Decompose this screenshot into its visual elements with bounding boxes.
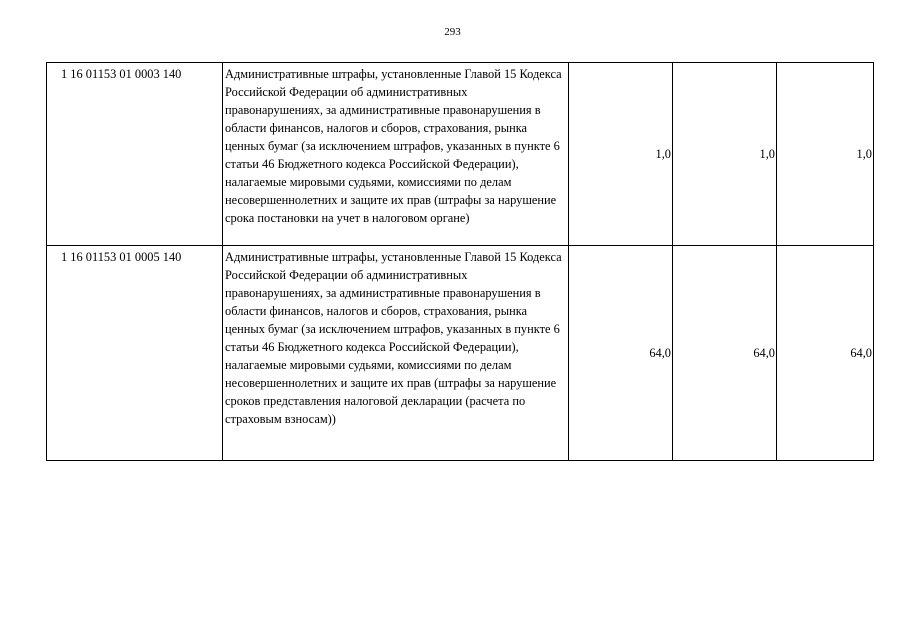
description-text: Административные штрафы, установленные Главой 15 Кодекса Российской Федерации об административных правонарушениях, за административные правонарушения в области финансов, налогов и сборов, страхования, рынка ценных бумаг (за исключением штрафов, указанных в пункте 6 статьи 46 Бюджетного кодекса Российской Федерации), налагаемые мировыми судьями, комиссиями по делам несовершеннолетних и защите их прав (штрафы за нарушение сроков представления налоговой декларации (расчета по страховым взносам)) [225,250,562,426]
value-cell-year2: 64,0 [673,246,777,461]
description-cell [223,63,569,246]
value-cell-year1: 64,0 [569,246,673,461]
page-number: 293 [444,26,461,38]
value-cell-year2: 1,0 [673,63,777,246]
table-row [47,63,874,246]
description-text: Административные штрафы, установленные Главой 15 Кодекса Российской Федерации об административных правонарушениях, за административные правонарушения в области финансов, налогов и сборов, страхования, рынка ценных бумаг (за исключением штрафов, указанных в пункте 6 статьи 46 Бюджетного кодекса Российской Федерации), налагаемые мировыми судьями, комиссиями по делам несовершеннолетних и защите их прав (штрафы за нарушение срока постановки на учет в налоговом органе) [225,67,562,225]
budget-table [46,62,874,461]
value-cell-year3: 1,0 [777,63,874,246]
description-cell [223,246,569,461]
value-cell-year1: 1,0 [569,63,673,246]
budget-code-cell: 1 16 01153 01 0003 140 [47,63,223,246]
table-row [47,246,874,461]
budget-code-cell: 1 16 01153 01 0005 140 [47,246,223,461]
value-cell-year3: 64,0 [777,246,874,461]
